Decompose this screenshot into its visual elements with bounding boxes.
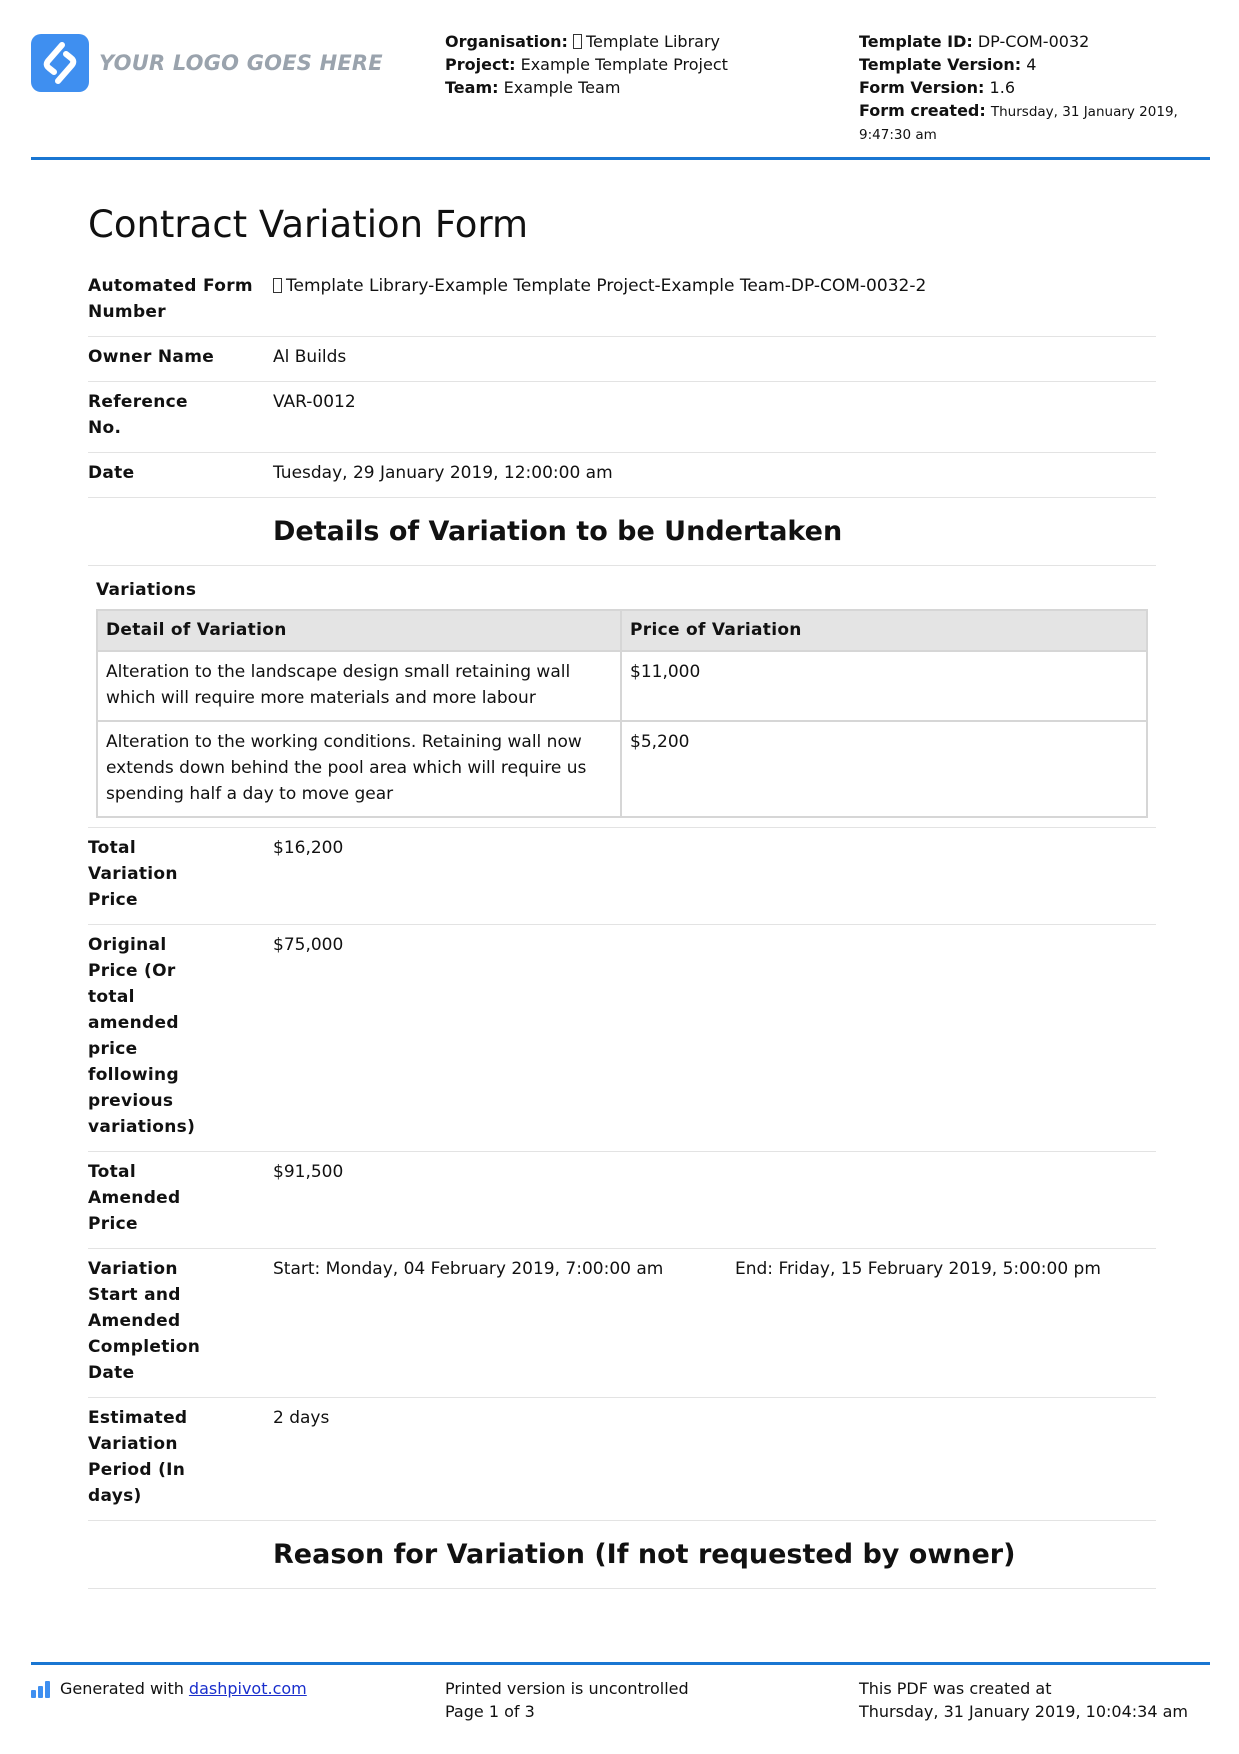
table-row: [97, 651, 1147, 721]
field-start-completion-date: [88, 1249, 1156, 1398]
variation-price: $5,200: [621, 721, 1147, 817]
project-line: Project: Example Template Project: [445, 55, 728, 74]
field-label: Date: [88, 463, 135, 483]
variation-detail: Alteration to the working conditions. Retaining wall now extends down behind the pool area which will require us spending half a day to move gear: [97, 721, 621, 817]
field-estimated-period: [88, 1398, 1156, 1521]
template-version-line: Template Version: 4: [859, 55, 1037, 74]
form-fields: [88, 266, 1156, 1589]
variations-table: [96, 609, 1148, 818]
field-label: Owner Name: [88, 347, 215, 367]
form-version-line: Form Version: 1.6: [859, 78, 1015, 97]
template-id-line: Template ID: DP-COM-0032: [859, 32, 1090, 51]
missing-glyph-icon: [273, 278, 282, 293]
column-header: Detail of Variation: [97, 610, 621, 651]
field-reference-no: [88, 382, 1156, 453]
field-value: Al Builds: [273, 347, 347, 367]
field-label: Total Variation Price: [88, 838, 178, 910]
field-value: VAR-0012: [273, 392, 356, 412]
header-template-info: [859, 30, 1219, 147]
form-created-time: 9:47:30 am: [859, 127, 937, 143]
pdf-created-label: This PDF was created at: [859, 1679, 1052, 1698]
footer-print-info: [445, 1677, 689, 1723]
header-project-info: [445, 30, 728, 99]
field-value: $75,000: [273, 935, 344, 955]
field-value: 2 days: [273, 1408, 330, 1428]
form-created-line: Form created: Thursday, 31 January 2019,: [859, 101, 1178, 120]
field-total-amended-price: [88, 1152, 1156, 1249]
field-label: Automated Form Number: [88, 276, 253, 322]
variation-price: $11,000: [621, 651, 1147, 721]
start-date: Start: Monday, 04 February 2019, 7:00:00 am: [273, 1259, 664, 1279]
field-total-variation-price: [88, 828, 1156, 925]
field-value: $91,500: [273, 1162, 344, 1182]
page-title: Contract Variation Form: [88, 203, 529, 246]
page-header: [31, 0, 1210, 160]
variations-block: [88, 566, 1156, 828]
variation-detail: Alteration to the landscape design small retaining wall which will require more materials and more labour: [97, 651, 621, 721]
bar-chart-icon: [31, 1680, 52, 1698]
pdf-created-value: Thursday, 31 January 2019, 10:04:34 am: [859, 1702, 1188, 1721]
field-value: $16,200: [273, 838, 344, 858]
missing-glyph-icon: [573, 34, 582, 49]
generated-with: Generated with dashpivot.com: [31, 1677, 307, 1700]
variations-title: Variations: [96, 580, 197, 600]
field-label: Total Amended Price: [88, 1162, 181, 1234]
field-value: Tuesday, 29 January 2019, 12:00:00 am: [273, 463, 613, 483]
dashpivot-link[interactable]: dashpivot.com: [188, 1679, 307, 1698]
end-date: End: Friday, 15 February 2019, 5:00:00 pm: [735, 1259, 1101, 1279]
table-header-row: [97, 610, 1147, 651]
logo-text: YOUR LOGO GOES HERE: [99, 51, 383, 75]
uncontrolled-text: Printed version is uncontrolled: [445, 1679, 689, 1698]
column-header: Price of Variation: [621, 610, 1147, 651]
footer-pdf-created: [859, 1677, 1188, 1723]
field-owner-name: [88, 337, 1156, 382]
logo-icon: [31, 34, 89, 92]
table-row: [97, 721, 1147, 817]
company-logo: [31, 34, 383, 92]
field-label: Reference No.: [88, 392, 188, 438]
field-automated-form-number: [88, 266, 1156, 337]
page-footer: [31, 1662, 1210, 1721]
section-title-details: Details of Variation to be Undertaken: [88, 498, 1156, 566]
field-value: Template Library-Example Template Project-Example Team-DP-COM-0032-2: [273, 273, 1156, 325]
team-line: Team: Example Team: [445, 78, 621, 97]
organisation-line: Organisation: Template Library: [445, 32, 720, 51]
section-title-reason: Reason for Variation (If not requested by owner): [88, 1521, 1156, 1589]
field-label: Variation Start and Amended Completion Date: [88, 1259, 201, 1383]
page-number: Page 1 of 3: [445, 1702, 535, 1721]
field-original-price: [88, 925, 1156, 1152]
field-label: Original Price (Or total amended price following previous variations): [88, 935, 196, 1137]
field-date: [88, 453, 1156, 498]
field-label: Estimated Variation Period (In days): [88, 1408, 188, 1506]
field-value: [273, 1256, 1156, 1386]
